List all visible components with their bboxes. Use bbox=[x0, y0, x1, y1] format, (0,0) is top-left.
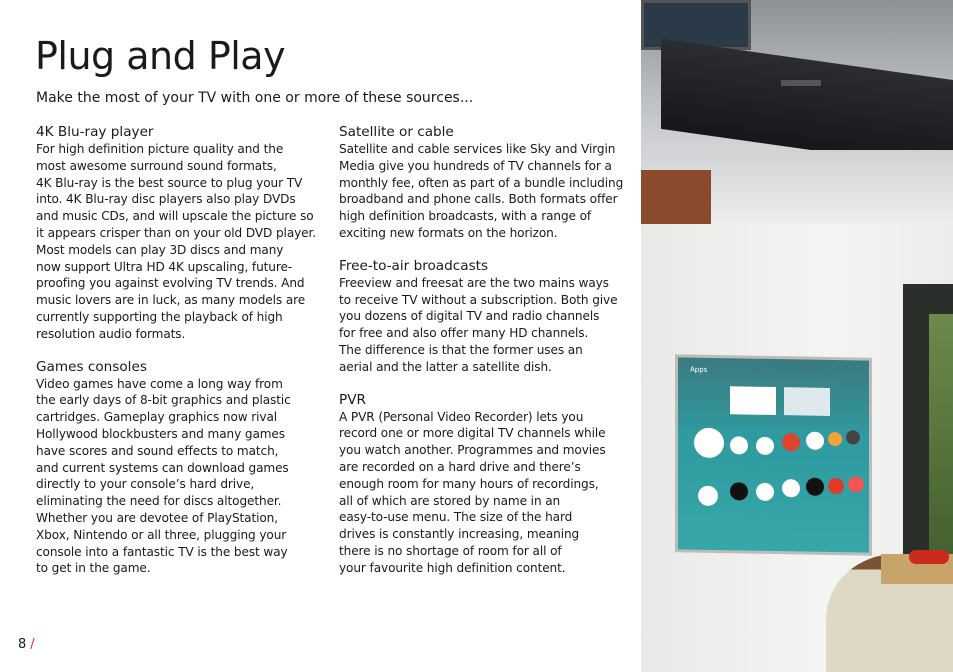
right-column bbox=[339, 124, 629, 593]
body-line: and current systems can download games bbox=[36, 460, 289, 475]
section-heading: PVR bbox=[339, 391, 366, 408]
body-line: proofing you against evolving TV trends. And bbox=[36, 276, 305, 291]
body-line: your favourite high definition content. bbox=[339, 560, 566, 575]
body-line: you dozens of digital TV and radio channels bbox=[339, 309, 600, 324]
section-free-to-air-broadcasts bbox=[339, 258, 629, 376]
body-line: you watch another. Programmes and movies bbox=[339, 443, 606, 458]
body-line: Most models can play 3D discs and many bbox=[36, 242, 284, 257]
body-line: eliminating the need for discs altogether. bbox=[36, 494, 282, 509]
body-line: for free and also offer many HD channels. bbox=[339, 326, 589, 341]
section-satellite-or-cable bbox=[339, 124, 629, 242]
section-4k-blu-ray-player bbox=[36, 124, 326, 343]
body-line: Satellite and cable services like Sky and Virgin bbox=[339, 142, 616, 156]
body-line: Freeview and freesat are the two mains ways bbox=[339, 275, 609, 290]
page-title: Plug and Play bbox=[35, 34, 286, 78]
body-line: The difference is that the former uses an bbox=[339, 342, 583, 357]
section-heading: Free-to-air broadcasts bbox=[339, 257, 489, 274]
body-line: and music CDs, and will upscale the picture so bbox=[36, 209, 314, 224]
body-line: Video games have come a long way from bbox=[36, 376, 283, 391]
body-line: For high definition picture quality and the bbox=[36, 142, 284, 156]
body-line: to receive TV without a subscription. Both give bbox=[339, 292, 618, 307]
body-line: have scores and sound effects to match, bbox=[36, 443, 279, 458]
body-line: monthly fee, often as part of a bundle including bbox=[339, 175, 624, 190]
body-line: Whether you are devotee of PlayStation, bbox=[36, 510, 278, 525]
body-line: to get in the game. bbox=[36, 561, 151, 576]
section-body bbox=[339, 141, 629, 242]
body-line: broadband and phone calls. Both formats offer bbox=[339, 192, 618, 207]
body-line: currently supporting the playback of high bbox=[36, 309, 283, 324]
body-line: Hollywood blockbusters and many games bbox=[36, 426, 285, 441]
body-line: the early days of 8-bit graphics and plastic bbox=[36, 393, 291, 408]
body-line: A PVR (Personal Video Recorder) lets you bbox=[339, 409, 584, 424]
body-line: it appears crisper than on your old DVD player. bbox=[36, 225, 317, 240]
bluray-player-photo bbox=[641, 0, 953, 224]
section-pvr bbox=[339, 392, 629, 577]
body-line: into. 4K Blu-ray disc players also play DVDs bbox=[36, 192, 296, 207]
section-body bbox=[339, 409, 629, 577]
section-heading: Satellite or cable bbox=[339, 124, 454, 140]
body-line: enough room for many hours of recordings, bbox=[339, 476, 599, 491]
section-heading: Games consoles bbox=[36, 358, 147, 375]
body-line: there is no shortage of room for all of bbox=[339, 543, 562, 558]
body-line: music lovers are in luck, as many models are bbox=[36, 293, 306, 308]
body-line: directly to your console’s hard drive, bbox=[36, 477, 255, 492]
body-line: Xbox, Nintendo or all three, plugging your bbox=[36, 527, 287, 542]
body-line: most awesome surround sound formats, bbox=[36, 158, 277, 173]
section-body bbox=[36, 376, 326, 578]
section-body bbox=[339, 275, 629, 376]
wall-tv-photo bbox=[641, 224, 953, 672]
body-line: all of which are stored by name in an bbox=[339, 493, 561, 508]
page-separator: / bbox=[30, 637, 35, 652]
page-number-value: 8 bbox=[18, 637, 27, 652]
body-line: are recorded on a hard drive and there’s bbox=[339, 459, 581, 474]
section-heading: 4K Blu-ray player bbox=[36, 124, 154, 140]
page-subtitle: Make the most of your TV with one or more of these sources... bbox=[36, 90, 474, 106]
body-line: Media give you hundreds of TV channels for a bbox=[339, 158, 612, 173]
body-line: aerial and the latter a satellite dish. bbox=[339, 359, 552, 374]
body-line: 4K Blu-ray is the best source to plug your TV bbox=[36, 175, 303, 190]
section-body bbox=[36, 141, 326, 343]
page-number bbox=[18, 637, 35, 652]
body-line: exciting new formats on the horizon. bbox=[339, 225, 558, 240]
section-games-consoles bbox=[36, 359, 326, 578]
left-column bbox=[36, 124, 326, 593]
body-line: high definition broadcasts, with a range of bbox=[339, 209, 592, 224]
body-line: drives is constantly increasing, meaning bbox=[339, 527, 580, 542]
tv-apps-label: Apps bbox=[690, 365, 708, 374]
body-line: easy-to-use menu. The size of the hard bbox=[339, 510, 573, 525]
body-line: resolution audio formats. bbox=[36, 326, 186, 341]
body-line: console into a fantastic TV is the best way bbox=[36, 544, 288, 559]
body-line: record one or more digital TV channels while bbox=[339, 426, 606, 441]
body-line: cartridges. Gameplay graphics now rival bbox=[36, 410, 278, 425]
body-line: now support Ultra HD 4K upscaling, future- bbox=[36, 259, 293, 274]
